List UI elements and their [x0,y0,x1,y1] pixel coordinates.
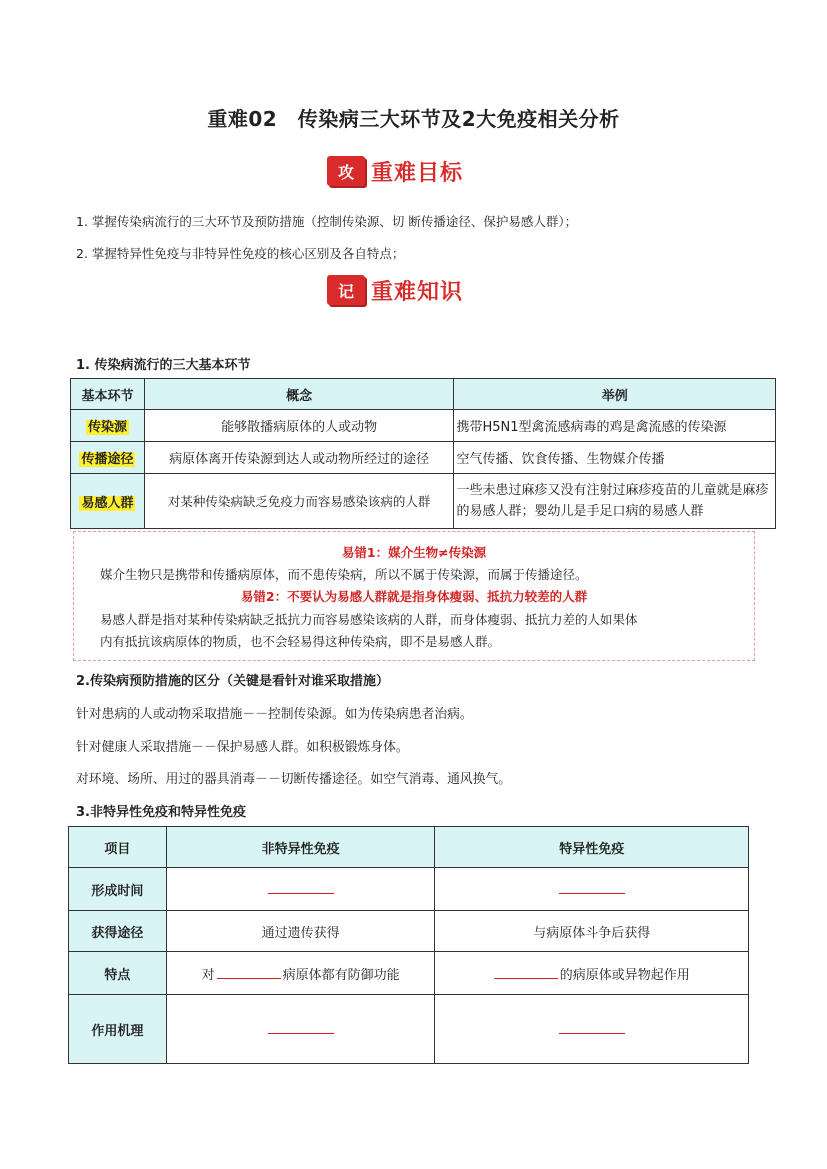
stages-table [70,378,776,529]
stage-key-cell [71,442,145,474]
nonspecific-acquisition: 通过遗传获得 [166,911,435,952]
feature-suffix: 病原体都有防御功能 [282,967,400,983]
answer-blank[interactable] [559,1021,625,1034]
table-header: 基本环节 [71,379,145,410]
prevention-line: 针对健康人采取措施－－保护易感人群。如积极锻炼身体。 [76,740,409,755]
nonspecific-feature [166,952,435,995]
table-header: 举例 [454,379,776,410]
table-row [69,911,749,952]
answer-blank[interactable] [559,881,625,894]
goal-badge [327,154,463,188]
prevention-line: 对环境、场所、用过的器具消毒－－切断传播途径。如空气消毒、通风换气。 [76,772,512,787]
table-header: 项目 [69,827,167,868]
section2-heading: 2.传染病预防措施的区分（关键是看针对谁采取措施） [76,674,389,689]
stage-concept: 能够散播病原体的人或动物 [144,410,454,442]
table-row [69,995,749,1064]
answer-blank[interactable] [217,966,281,979]
blank-cell [435,868,749,911]
stage-key-cell [71,410,145,442]
stage-example: 空气传播、饮食传播、生物媒介传播 [454,442,776,474]
section1-heading: 1. 传染病流行的三大基本环节 [76,358,251,373]
goal-item-2: 2. 掌握特异性免疫与非特异性免疫的核心区别及各自特点； [76,246,405,261]
common-errors-box [73,531,755,661]
table-header: 特异性免疫 [435,827,749,868]
blank-cell [166,868,435,911]
error-2-title: 易错2：不要认为易感人群就是指身体瘦弱、抵抗力较差的人群 [240,589,588,604]
table-header: 非特异性免疫 [166,827,435,868]
row-label: 获得途径 [69,911,167,952]
goal-badge-icon: 攻 [327,156,365,186]
table-header-row [71,379,776,410]
stage-example: 一些未患过麻疹又没有注射过麻疹疫苗的儿童就是麻疹的易感人群；婴幼儿是手足口病的易感人群 [454,474,776,529]
knowledge-badge-icon: 记 [327,275,365,305]
section3-heading: 3.非特异性免疫和特异性免疫 [76,805,246,820]
prevention-line: 针对患病的人或动物采取措施－－控制传染源。如为传染病患者治病。 [76,707,473,722]
answer-blank[interactable] [494,966,558,979]
error-2-body-line1: 易感人群是指对某种传染病缺乏抵抗力而容易感染该病的人群，而身体瘦弱、抵抗力差的人如果体 [100,612,638,627]
table-row [71,474,776,529]
stage-key: 传染源 [87,420,127,435]
goal-badge-text: 重难目标 [371,160,464,186]
table-header-row [69,827,749,868]
knowledge-badge-text: 重难知识 [371,279,464,305]
stage-example: 携带H5N1型禽流感病毒的鸡是禽流感的传染源 [454,410,776,442]
blank-cell [166,995,435,1064]
error-2-body-line2: 内有抵抗该病原体的物质，也不会轻易得这种传染病，即不是易感人群。 [100,634,501,649]
blank-cell [435,995,749,1064]
knowledge-badge [327,273,463,307]
row-label: 作用机理 [69,995,167,1064]
page-title: 重难02 传染病三大环节及2大免疫相关分析 [207,107,620,131]
error-1-body: 媒介生物只是携带和传播病原体，而不患传染病，所以不属于传染源，而属于传播途径。 [100,567,588,582]
table-row [69,868,749,911]
table-row [69,952,749,995]
answer-blank[interactable] [268,881,334,894]
table-row [71,442,776,474]
stage-concept: 对某种传染病缺乏免疫力而容易感染该病的人群 [144,474,454,529]
stage-key: 传播途径 [81,452,134,467]
table-row [71,410,776,442]
specific-acquisition: 与病原体斗争后获得 [435,911,749,952]
row-label: 形成时间 [69,868,167,911]
stage-key-cell [71,474,145,529]
stage-concept: 病原体离开传染源到达人或动物所经过的途径 [144,442,454,474]
immunity-table [68,826,749,1064]
stage-key: 易感人群 [81,495,134,511]
error-1-title: 易错1：媒介生物≠传染源 [341,545,487,560]
goal-item-1: 1. 掌握传染病流行的三大环节及预防措施（控制传染源、切 断传播途径、保护易感人群）； [76,214,578,229]
table-header: 概念 [144,379,454,410]
feature-prefix: 对 [201,967,215,983]
row-label: 特点 [69,952,167,995]
feature-suffix: 的病原体或异物起作用 [559,967,690,983]
specific-feature [435,952,749,995]
answer-blank[interactable] [268,1021,334,1034]
